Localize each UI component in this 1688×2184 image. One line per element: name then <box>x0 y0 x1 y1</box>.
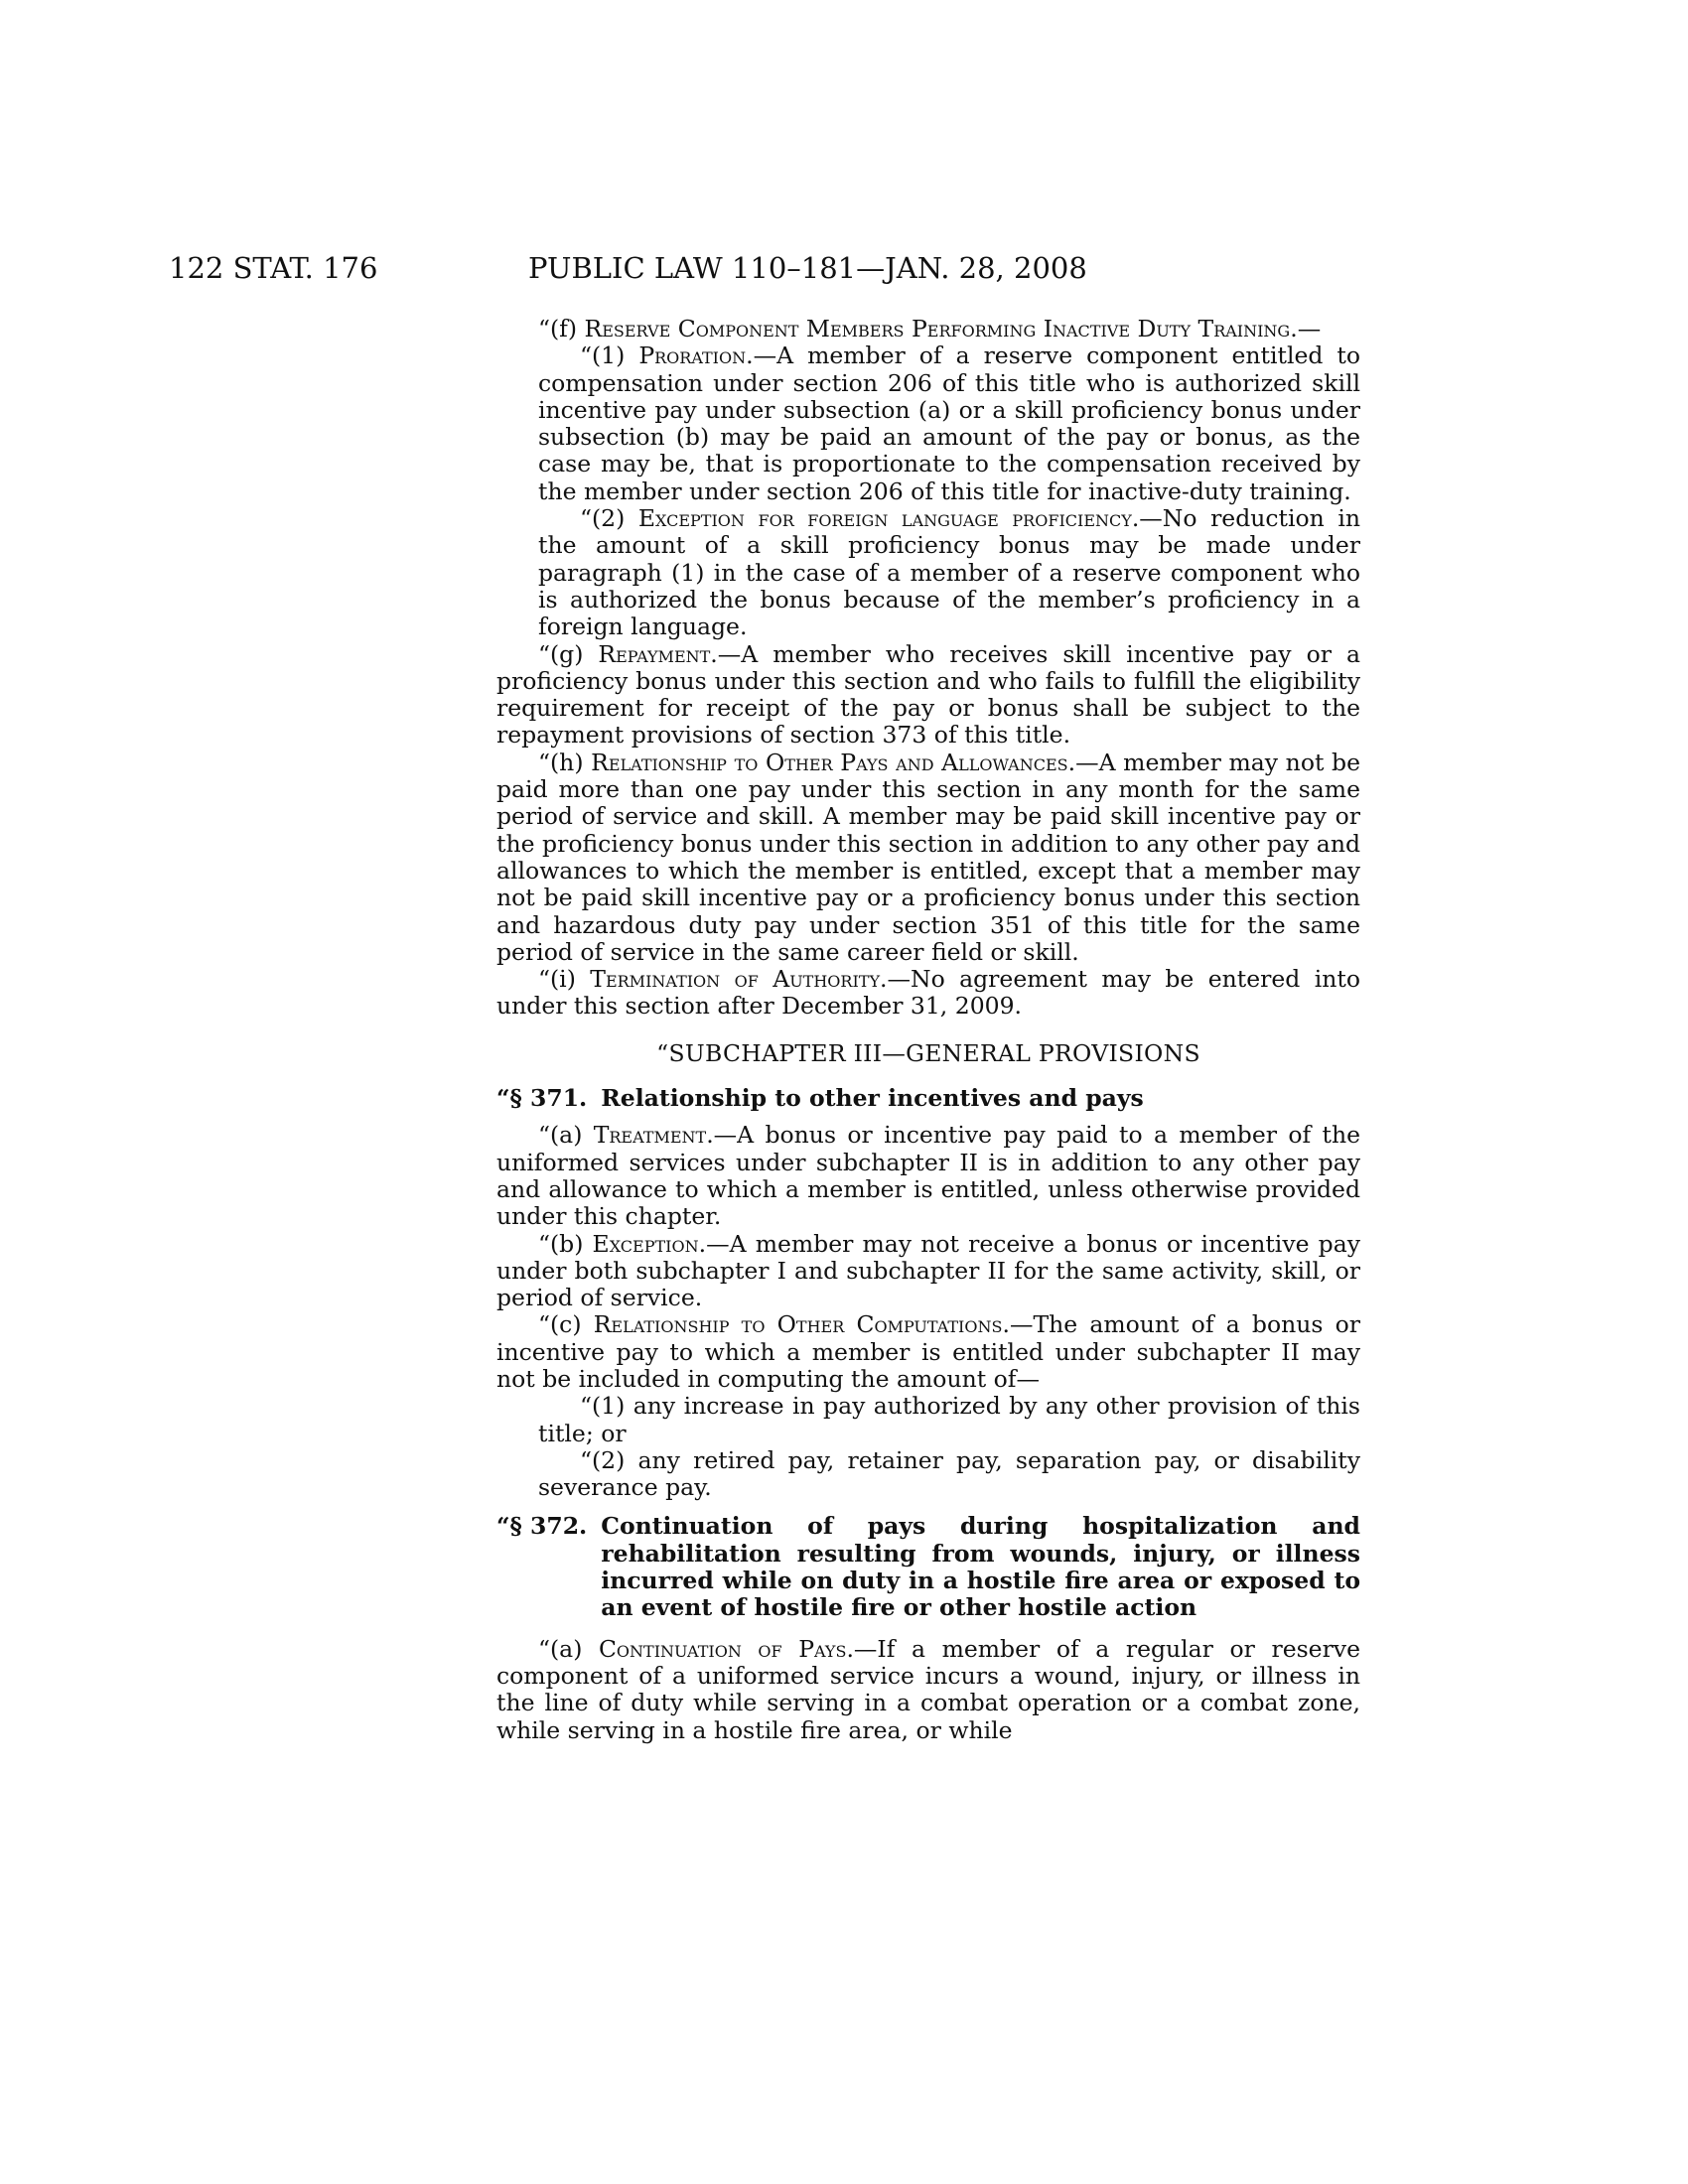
body-text <box>496 316 1360 1744</box>
section-371-number: “§ 371. <box>496 1084 588 1113</box>
subchapter-heading: “SUBCHAPTER III—GENERAL PROVISIONS <box>656 1038 1200 1067</box>
subsection-g-text: .—A member who receives skill incentive pay or a proficiency bonus under this section and who fails to fulfill the eligibility requirement for receipt of the pay or bonus shall be subject to the repayment provisions of section 373 of this title. <box>496 639 1360 750</box>
section-371-c-caption: Relationship to Other Computations <box>593 1310 1003 1339</box>
paragraph-f2: “(2) Exception for foreign language proficiency.—No reduction in the amount of a skill proficiency bonus may be made under paragraph (1) in the case of a member of a reserve component who is authorized the bonus because of the member’s proficiency in a foreign language. <box>538 504 1360 641</box>
section-371-c1: “(1) any increase in pay authorized by any other provision of this title; or <box>538 1392 1360 1447</box>
subsection-h-caption: Relationship to Other Pays and Allowances <box>591 748 1068 776</box>
paragraph-f2-text: .—No reduction in the amount of a skill proficiency bonus may be made under paragraph (1) in the case of a member of a reserve component who is authorized the bonus because of the member’s proficiency in a foreign language. <box>538 504 1360 641</box>
subsection-g-caption: Repayment <box>598 639 711 668</box>
paragraph-f1-text: .—A member of a reserve component entitled to compensation under section 206 of this title who is authorized skill incentive pay under subsection (a) or a skill proficiency bonus under subsection (b) may be paid an amount of the pay or bonus, as the case may be, that is proportionate to the compensation received by the member under section 206 of this title for inactive-duty training. <box>538 341 1360 505</box>
section-371-b: “(b) Exception.—A member may not receive a bonus or incentive pay under both subchapter I and subchapter II for the same activity, skill, or period of service. <box>496 1229 1360 1312</box>
section-371-a-text: .—A bonus or incentive pay paid to a member of the uniformed services under subchapter II is in addition to any other pay and allowance to which a member is entitled, unless otherwise provided under this chapter. <box>496 1121 1360 1231</box>
section-371-heading <box>496 1085 1360 1112</box>
subsection-i-text: .—No agreement may be entered into under this section after December 31, 2009. <box>496 965 1360 1021</box>
subsection-h-text: .—A member may not be paid more than one pay under this section in any month for the same period of service and skill. A member may be paid skill incentive pay or the proficiency bonus under this section in addition to any other pay and allowances to which the member is entitled, except that a member may not be paid skill incentive pay or a proficiency bonus under this section and hazardous duty pay under section 351 of this title for the same period of service in the same career field or skill. <box>496 748 1361 966</box>
subsection-f-heading: “(f) Reserve Component Members Performing Inactive Duty Training.— <box>538 315 1322 342</box>
stat-reference: 122 STAT. 176 <box>169 251 378 285</box>
section-371-c-text: .—The amount of a bonus or incentive pay to which a member is entitled under subchapter II may not be included in computing the amount of— <box>496 1310 1361 1393</box>
subsection-h: “(h) Relationship to Other Pays and Allowances.—A member may not be paid more than one pay under this section in any month for the same period of service and skill. A member may be paid skill incentive pay or the proficiency bonus under this section in addition to any other pay and allowances to which the member is entitled, except that a member may not be paid skill incentive pay or a proficiency bonus under this section and hazardous duty pay under section 351 of this title for the same period of service in the same career field or skill. <box>496 748 1361 966</box>
section-371-a: “(a) Treatment.—A bonus or incentive pay paid to a member of the uniformed services under subchapter II is in addition to any other pay and allowance to which a member is entitled, unless otherwise provided under this chapter. <box>496 1121 1360 1231</box>
law-title: PUBLIC LAW 110–181—JAN. 28, 2008 <box>528 251 1087 285</box>
paragraph-f1-caption: Proration <box>638 341 747 370</box>
subsection-f-caption: Reserve Component Members Performing Inactive Duty Training <box>584 315 1291 342</box>
section-372-a: “(a) Continuation of Pays.—If a member of a regular or reserve component of a uniformed service incurs a wound, injury, or illness in the line of duty while serving in a combat operation or a combat zone, while serving in a hostile fire area, or while <box>496 1634 1360 1744</box>
subsection-g: “(g) Repayment.—A member who receives skill incentive pay or a proficiency bonus under this section and who fails to fulfill the eligibility requirement for receipt of the pay or bonus shall be subject to the repayment provisions of section 373 of this title. <box>496 639 1360 750</box>
section-372-title: Continuation of pays during hospitalization and rehabilitation resulting from wounds, injury, or illness incurred while on duty in a hostile fire area or exposed to an event of hostile fire or other hostile action <box>601 1512 1360 1622</box>
section-371-a-caption: Treatment <box>593 1121 707 1150</box>
section-371-title: Relationship to other incentives and pays <box>601 1084 1144 1113</box>
paragraph-f2-caption: Exception for foreign language proficiency <box>637 504 1132 533</box>
section-372-a-caption: Continuation of Pays <box>598 1634 847 1663</box>
section-372-a-text: .—If a member of a regular or reserve component of a uniformed service incurs a wound, injury, or illness in the line of duty while serving in a combat operation or a combat zone, while serving in a hostile fire area, or while <box>496 1634 1360 1744</box>
section-372-number: “§ 372. <box>496 1512 588 1541</box>
section-371-b-caption: Exception <box>592 1229 699 1258</box>
running-head <box>169 248 1360 288</box>
subsection-i-caption: Termination of Authority <box>590 965 881 994</box>
paragraph-f1: “(1) Proration.—A member of a reserve component entitled to compensation under section 206 of this title who is authorized skill incentive pay under subsection (a) or a skill proficiency bonus under subsection (b) may be paid an amount of the pay or bonus, as the case may be, that is proportionate to the compensation received by the member under section 206 of this title for inactive-duty training. <box>538 341 1360 505</box>
subsection-i: “(i) Termination of Authority.—No agreement may be entered into under this section after December 31, 2009. <box>496 965 1360 1021</box>
section-372-heading <box>496 1513 1360 1621</box>
section-371-c: “(c) Relationship to Other Computations.—The amount of a bonus or incentive pay to which a member is entitled under subchapter II may not be included in computing the amount of— <box>496 1310 1361 1393</box>
section-371-b-text: .—A member may not receive a bonus or incentive pay under both subchapter I and subchapter II for the same activity, skill, or period of service. <box>496 1229 1360 1312</box>
section-371-c2: “(2) any retired pay, retainer pay, separation pay, or disability severance pay. <box>538 1445 1360 1502</box>
